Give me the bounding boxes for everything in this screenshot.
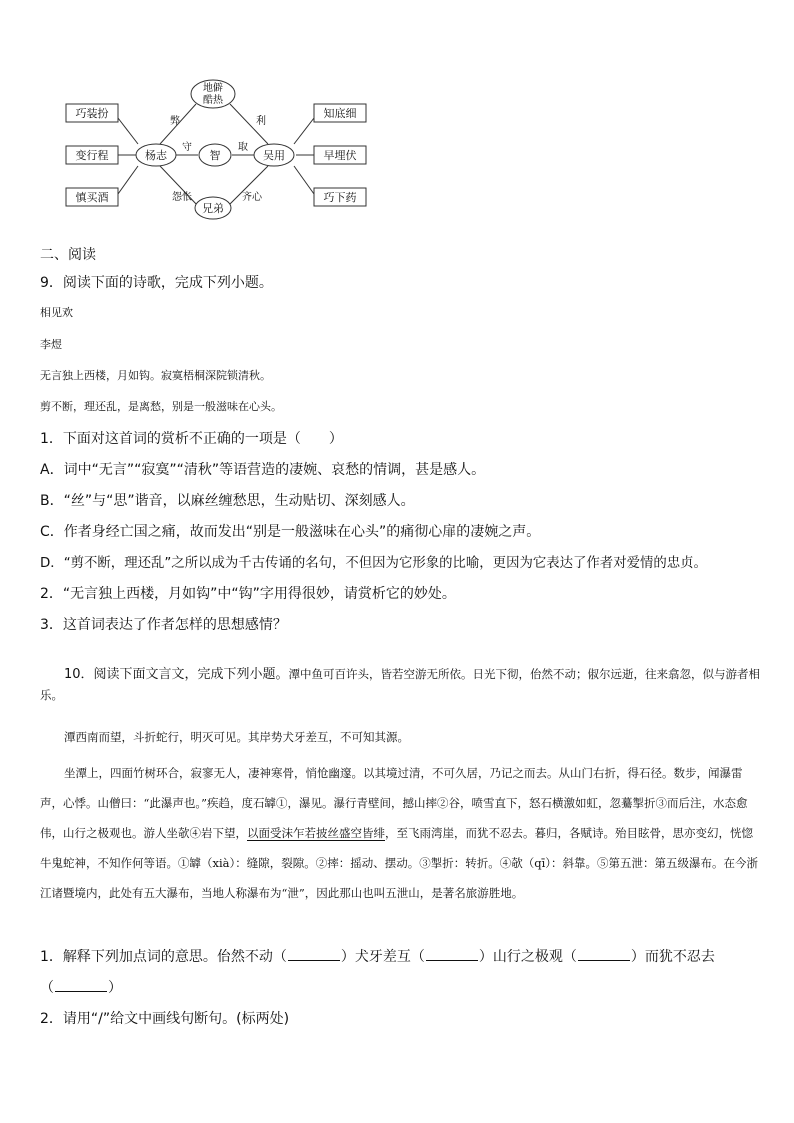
poem-line-1: 无言独上西楼，月如钩。寂寞梧桐深院锁清秋。 [40, 369, 271, 382]
q9-option-a: A．词中“无言”“寂寞”“清秋”等语营造的凄婉、哀愁的情调，甚是感人。 [40, 462, 486, 478]
q10-prompt: 10．阅读下面文言文，完成下列小题。 [64, 667, 289, 682]
q10-sub1-e: （ [40, 980, 54, 996]
label-zaomaifu: 早埋伏 [323, 149, 357, 162]
edge-label-yuanchang: 怨怅 [172, 192, 192, 203]
answer-blank-4[interactable] [55, 979, 107, 992]
q10-sub1 [40, 946, 715, 966]
node-top-line2: 酷热 [203, 95, 223, 106]
label-bottom: 兄弟 [202, 202, 224, 215]
q9-sub3: 3．这首词表达了作者怎样的思想感情？ [40, 617, 287, 633]
label-bianxingcheng: 变行程 [75, 149, 109, 162]
label-qiaozhuangban: 巧装扮 [75, 107, 109, 120]
answer-blank-3[interactable] [578, 948, 630, 961]
edge-label-bi: 弊 [170, 116, 180, 127]
q10-underlined-sentence: 以面受沫乍若披丝盛空皆绯 [247, 826, 385, 840]
q10-paragraph-3 [40, 758, 762, 908]
q10-sub1-c: ）山行之极观（ [478, 949, 577, 965]
q10-text-2: 潭西南而望，斗折蛇行，明灭可见。其岸势犬牙差互，不可知其源。 [64, 730, 409, 744]
answer-blank-2[interactable] [426, 948, 478, 961]
label-wuyong: 吴用 [263, 149, 285, 162]
label-center: 智 [209, 149, 221, 162]
q10-sub1-b: ）犬牙差互（ [340, 949, 425, 965]
q10-sub2: 2．请用“/”给文中画线句断句。(标两处) [40, 1011, 290, 1027]
q10-text-3a: 坐潭上，四面竹树环合，寂寥无人，凄神寒骨，悄怆幽邃。以其境过清，不可久居，乃记之而去。从山门右折，得石径。数步，闻瀑雷声，心悸。山僧曰：“此瀑声也。”疾趋，度石罅①，瀑见。瀑行青壁间，撼山摔②谷，喷雪直下，怒石横激如虹，忽驀掣折③而后注，水态愈伟，山行之极观也。游人坐欹④岩下望， [40, 766, 748, 840]
q9-option-b: B．“丝”与“思”谐音，以麻丝缠愁思，生动贴切、深刻感人。 [40, 493, 415, 509]
q10-sub1-f: ） [108, 980, 122, 996]
edge-label-qu: 取 [238, 142, 248, 153]
q9-option-c: C．作者身经亡国之痛，故而发出“别是一般滋味在心头”的痛彻心扉的凄婉之声。 [40, 524, 541, 540]
poem-author: 李煜 [40, 338, 62, 351]
poem-title: 相见欢 [40, 306, 73, 319]
q10-paragraph-2 [40, 727, 762, 747]
arrow-yangzhi-2 [118, 166, 138, 194]
arrow-wuyong-0 [294, 118, 314, 144]
label-yangzhi: 杨志 [145, 149, 167, 162]
arrow-wuyong-2 [294, 166, 314, 194]
q10-sub1-d: ）而犹不忍去 [630, 949, 715, 965]
q10-sub1-a: 1．解释下列加点词的意思。佁然不动（ [40, 949, 287, 965]
poem-line-2: 剪不断，理还乱，是离愁，别是一般滋味在心头。 [40, 400, 282, 413]
relationship-diagram [60, 78, 372, 220]
answer-blank-1[interactable] [288, 948, 340, 961]
arrow-yangzhi-0 [118, 118, 138, 144]
q10-text-3b: ，至飞雨湾崖，而犹不忍去。暮归，各赋诗。殆目眩骨，思亦变幻，恍惚牛鬼蛇神，不知作何等语。①罅（xià）：缝隙，裂隙。②摔：摇动、摆动。③掣折：转折。④欹（qī）：斜靠。⑤第五泄：第五级瀑布。在今浙江诸暨境内，此处有五大瀑布，当地人称瀑布为“泄”，因此那山也叫五泄山，是著名旅游胜地。 [40, 826, 759, 900]
edge-label-shou: 守 [182, 142, 192, 153]
q10-text-1: 潭中鱼可百许头，皆若空游无所依。日光下彻，佁然不动；俶尔远逝，往来翕忽，似与游者相乐。 [40, 667, 761, 702]
label-shenmaijiu: 慎买酒 [75, 191, 109, 204]
node-top-line1: 地僻 [203, 83, 223, 94]
edge-label-qixin: 齐心 [242, 192, 262, 203]
q9-sub2: 2．“无言独上西楼，月如钩”中“钩”字用得很妙，请赏析它的妙处。 [40, 586, 456, 602]
q9-sub1: 1．下面对这首词的赏析不正确的一项是（ ） [40, 431, 343, 447]
section-title: 二、阅读 [40, 247, 96, 263]
edge-label-li: 利 [256, 116, 266, 127]
q10-sub1-line2 [40, 977, 122, 997]
q10-paragraph-1 [40, 664, 762, 705]
label-qiaoxiayao: 巧下药 [323, 191, 357, 204]
label-zhidixi: 知底细 [323, 107, 357, 120]
q9-prompt: 9．阅读下面的诗歌，完成下列小题。 [40, 275, 273, 291]
q9-option-d: D．“剪不断，理还乱”之所以成为千古传诵的名句，不但因为它形象的比喻，更因为它表达了作者对爱情的忠贞。 [40, 556, 707, 571]
